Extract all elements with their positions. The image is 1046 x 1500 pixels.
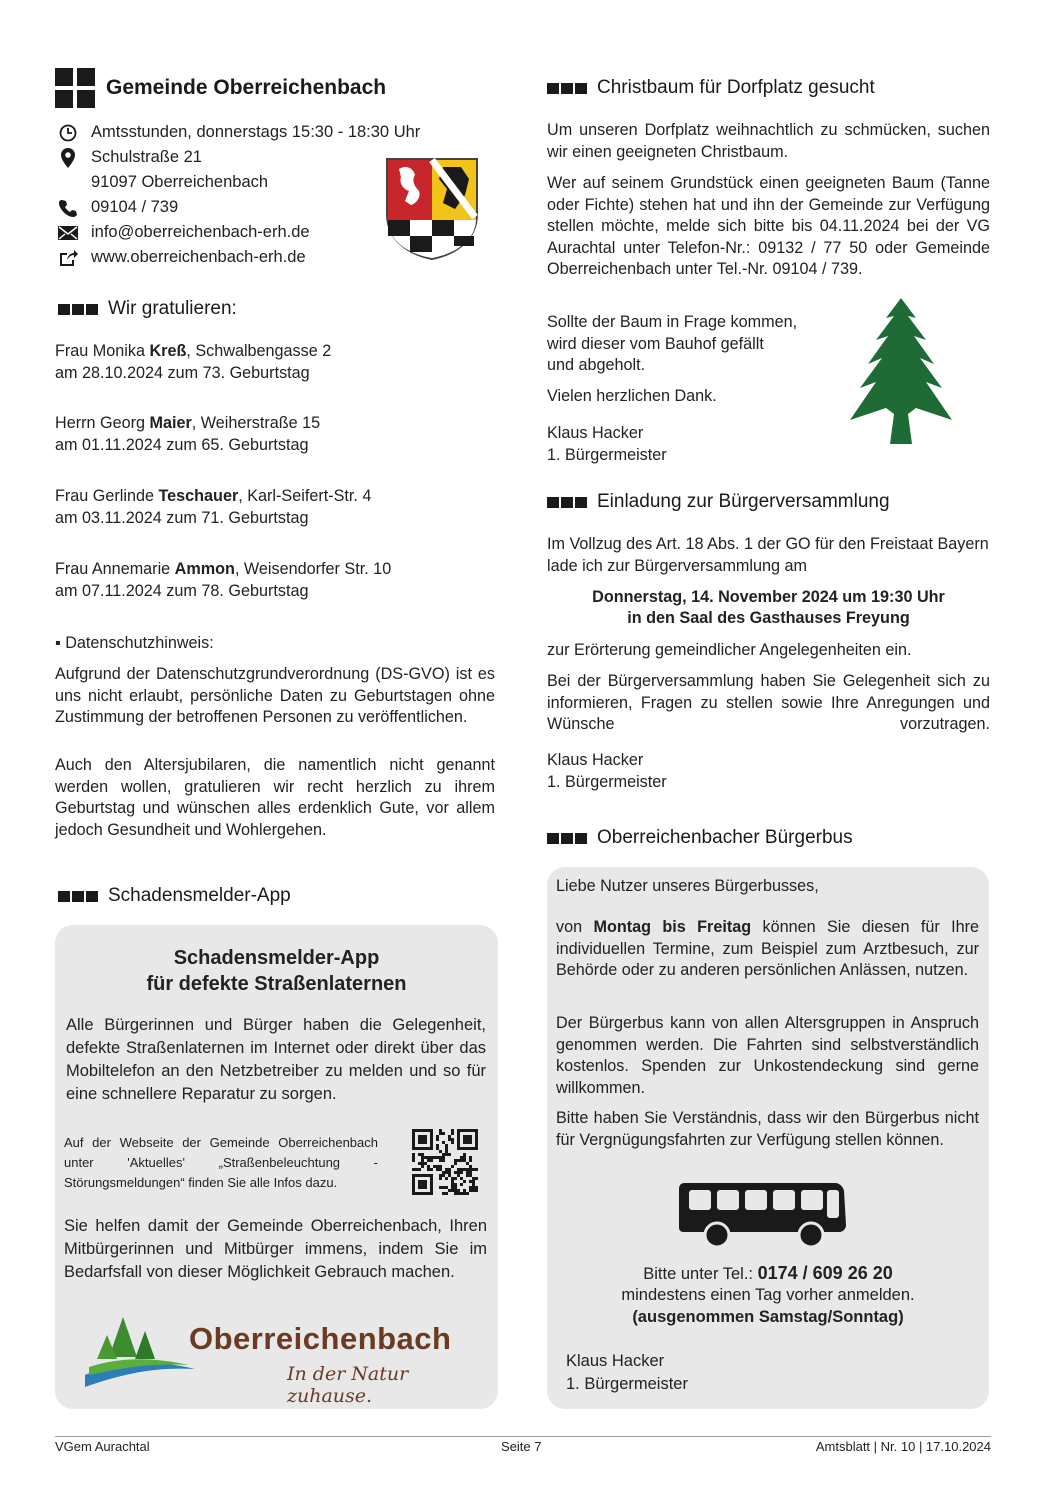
section-squares-icon [547,83,587,94]
bus-signature: Klaus Hacker 1. Bürgermeister [566,1352,688,1393]
bus-text-2: Der Bürgerbus kann von allen Altersgruppen in Anspruch genommen werden. Die Fahrten sind selbstverständlich kostenlos. Spenden zur Unkostendeckung sind gerne willkommen. [556,1014,979,1097]
logo-trees-icon [85,1313,195,1397]
phone-number: 09104 / 739 [91,198,179,216]
box-title-2: für defekte Straßenlaternen [146,973,407,995]
external-link-icon [55,248,81,268]
email-link[interactable]: info@oberreichenbach-erh.de [91,223,310,241]
versammlung-text-3: Bei der Bürgerversammlung haben Sie Gelegenheit sich zu informieren, Fragen zu stellen sowie Ihre Anregungen und Wünsche vorzutragen. [547,672,990,733]
clock-icon [55,123,81,143]
versammlung-date: Donnerstag, 14. November 2024 um 19:30 Uhr [592,588,945,606]
bus-call-line: Bitte unter Tel.: 0174 / 609 26 20 [643,1263,893,1283]
christbaum-text-2: Wer auf seinem Grundstück einen geeigneten Baum (Tanne oder Fichte) stehen hat und ihn der Gemeinde zur Verfügung stellen möchte, melde sich bitte bis 04.11.2024 bei der VG Aurachtal unter Telefon-Nr.: 09132 / 77 50 oder Gemeinde Oberreichenbach unter Tel.-Nr. 09104 / 739. [547,174,990,278]
bus-phone-number[interactable]: 0174 / 609 26 20 [757,1263,893,1283]
fir-tree-icon [846,296,956,446]
birthday-entry: Frau Gerlinde Teschauer, Karl-Seifert-Str. 4 am 03.11.2024 zum 71. Geburtstag [55,487,372,527]
section-squares-icon [547,497,587,508]
christbaum-signature: Klaus Hacker 1. Bürgermeister [547,424,667,464]
gemeinde-title: Gemeinde Oberreichenbach [106,76,387,99]
mail-icon [55,223,81,243]
box-text-2: Sie helfen damit der Gemeinde Oberreichenbach, Ihren Mitbürgerinnen und Mitbürger immens, indem Sie im Bedarfsfall von dieser Möglichkeit Gebrauch machen. [64,1217,487,1281]
bus-text-1: von Montag bis Freitag können Sie diesen für Ihre individuellen Termine, zum Beispiel zum Arztbesuch, zur Behörde oder zu anderen persönlichen Anlässen, nutzen. [556,918,979,979]
christbaum-text-1: Um unseren Dorfplatz weihnachtlich zu schmücken, suchen wir einen geeigneten Christbaum. [547,121,990,161]
bus-text-3: Bitte haben Sie Verständnis, dass wir den Bürgerbus nicht für Vergnügungsfahrten zur Verfügung stellen können. [556,1109,979,1149]
versammlung-heading: Einladung zur Bürgerversammlung [547,491,890,513]
location-pin-icon [55,148,81,168]
birthday-list [55,341,495,602]
bus-icon [679,1179,847,1249]
buergerbus-heading: Oberreichenbacher Bürgerbus [547,827,853,849]
oberreichenbach-logo [85,1313,475,1407]
contact-block [55,120,420,270]
versammlung-text-1: Im Vollzug des Art. 18 Abs. 1 der GO für den Freistaat Bayern lade ich zur Bürgerversammlung am [547,535,989,575]
page-footer [55,1436,991,1454]
city-address: 91097 Oberreichenbach [91,173,269,191]
buergerbus-box [547,867,989,1409]
schadensmelder-heading: Schadensmelder-App [58,885,291,907]
section-squares-icon [547,833,587,844]
privacy-text-2: Auch den Altersjubilaren, die namentlich nicht genannt werden wollen, gratulieren wir recht herzlich zu ihrem Geburtstag und wünschen alles erdenklich Gute, vor allem jedoch Gesundheit und Wohlergehen. [55,756,495,839]
christbaum-heading: Christbaum für Dorfplatz gesucht [547,77,875,99]
footer-left: VGem Aurachtal [55,1439,150,1454]
christbaum-thanks: Vielen herzlichen Dank. [547,387,717,405]
box-text-1: Alle Bürgerinnen und Bürger haben die Gelegenheit, defekte Straßenlaternen im Internet oder direkt über das Mobiltelefon an den Netzbetreiber zu melden und so für eine schnellere Reparatur zu sorgen. [66,1016,486,1103]
qr-code-icon[interactable] [412,1129,478,1195]
birthday-entry: Herrn Georg Maier, Weiherstraße 15 am 01.11.2024 zum 65. Geburtstag [55,414,321,454]
versammlung-signature: Klaus Hacker 1. Bürgermeister [547,751,667,791]
section-squares-icon [58,891,98,902]
christbaum-text-3: Sollte der Baum in Frage kommen, wird dieser vom Bauhof gefällt und abgeholt. [547,313,798,374]
footer-page-number: Seite 7 [501,1439,542,1454]
phone-icon [55,198,81,218]
birthday-entry: Frau Monika Kreß, Schwalbengasse 2 am 28.10.2024 zum 73. Geburtstag [55,342,332,382]
gemeinde-logo-icon [55,68,95,108]
logo-name: Oberreichenbach [189,1321,452,1356]
section-squares-icon [58,304,98,315]
bus-greeting: Liebe Nutzer unseres Bürgerbusses, [556,877,819,895]
logo-tagline: In der Natur zuhause. [287,1363,409,1407]
versammlung-text-2: zur Erörterung gemeindlicher Angelegenheiten ein. [547,641,912,659]
versammlung-place: in den Saal des Gasthauses Freyung [627,609,910,627]
birthday-entry: Frau Annemarie Ammon, Weisendorfer Str. 10 am 07.11.2024 zum 78. Geburtstag [55,560,392,600]
footer-right: Amtsblatt | Nr. 10 | 17.10.2024 [815,1439,991,1454]
box-small-text: Auf der Webseite der Gemeinde Oberreichenbach unter 'Aktuelles' „Straßenbeleuchtung - Störungsmeldungen“ finden Sie alle Infos dazu. [64,1135,378,1190]
box-title-1: Schadensmelder-App [173,947,380,969]
street-address: Schulstraße 21 [91,148,202,166]
bus-call-line-2: mindestens einen Tag vorher anmelden. [621,1286,915,1304]
website-link[interactable]: www.oberreichenbach-erh.de [91,248,306,266]
privacy-label: ▪ Datenschutzhinweis: [55,634,214,652]
gratulieren-heading: Wir gratulieren: [58,298,237,320]
privacy-text-1: Aufgrund der Datenschutzgrundverordnung (DS-GVO) ist es uns nicht erlaubt, persönliche Daten zu Geburtstagen ohne Zustimmung der betroffenen Personen zu veröffentlichen. [55,665,495,726]
bus-call-line-3: (ausgenommen Samstag/Sonntag) [632,1308,904,1326]
office-hours: Amtsstunden, donnerstags 15:30 - 18:30 Uhr [91,123,421,141]
coat-of-arms [385,157,479,261]
schadensmelder-box [55,925,498,1409]
